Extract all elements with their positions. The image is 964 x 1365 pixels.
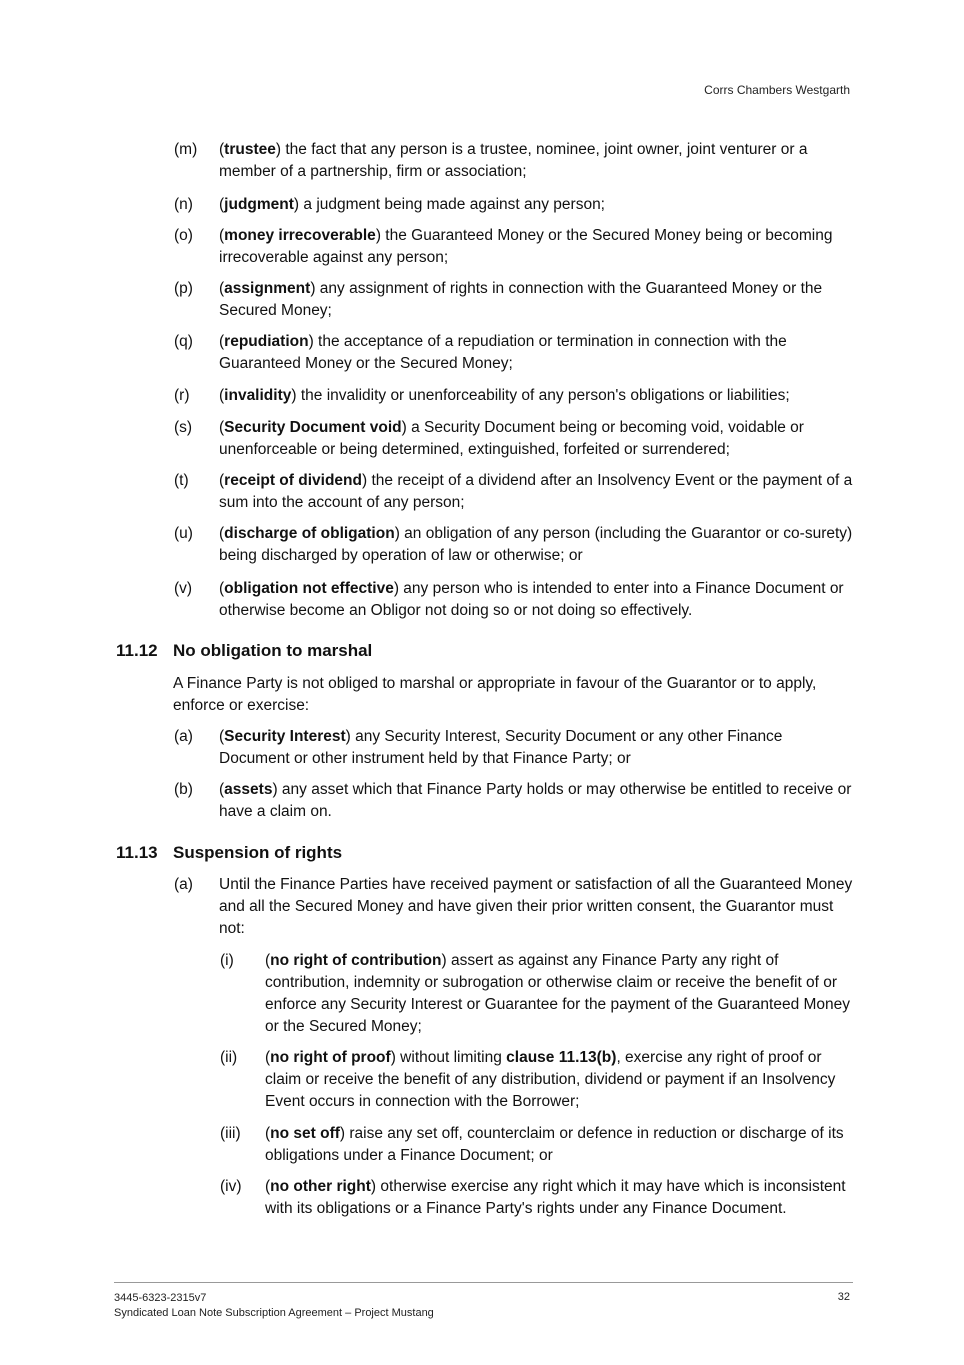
- item-term: assets: [224, 781, 273, 798]
- item-term: receipt of dividend: [224, 472, 362, 489]
- sub-list-item: (iii) (no set off) raise any set off, counterclaim or defence in reduction or discharge of its obligations under a Finance Document; or: [220, 1125, 844, 1164]
- item-term: no set off: [270, 1125, 340, 1142]
- item-text: the acceptance of a repudiation or termination in connection with the Guaranteed Money or the Secured Money;: [219, 333, 787, 372]
- section-number: 11.13: [116, 843, 158, 862]
- item-label: (q): [174, 333, 193, 350]
- footer-left: [114, 1291, 434, 1321]
- page-number: 32: [837, 1291, 850, 1303]
- item-label: (iv): [220, 1178, 242, 1195]
- doc-id: 3445-6323-2315v7: [114, 1292, 207, 1304]
- doc-title: Syndicated Loan Note Subscription Agreement – Project Mustang: [114, 1307, 434, 1319]
- item-text-pre: without limiting: [395, 1049, 507, 1066]
- item-term: no right of proof: [270, 1049, 391, 1066]
- item-text: a judgment being made against any person;: [299, 196, 605, 213]
- item-text: the fact that any person is a trustee, nominee, joint owner, joint venturer or a member of a partnership, firm or association;: [219, 141, 808, 180]
- item-text: the invalidity or unenforceability of any person's obligations or liabilities;: [296, 387, 790, 404]
- item-text: raise any set off, counterclaim or defence in reduction or discharge of its obligations under a Finance Document; or: [265, 1125, 844, 1164]
- item-label: (ii): [220, 1049, 238, 1066]
- list-item: (a) (Security Interest) any Security Interest, Security Document or any other Finance Document or other instrument held by that Finance Party; or: [174, 728, 783, 767]
- item-term: trustee: [224, 141, 276, 158]
- item-term: no other right: [270, 1178, 371, 1195]
- section-intro: A Finance Party is not obliged to marshal or appropriate in favour of the Guarantor or to apply, enforce or exercise:: [173, 675, 817, 714]
- item-text: the Guaranteed Money or the Secured Money being or becoming irrecoverable against any person;: [219, 227, 833, 266]
- section-heading-11-13: [116, 843, 342, 863]
- item-text: otherwise exercise any right which it may have which is inconsistent with its obligations or a Finance Party's rights under any Finance Document.: [265, 1178, 846, 1217]
- section-heading-11-12: [116, 641, 372, 661]
- item-label: (n): [174, 196, 193, 213]
- item-label: (m): [174, 141, 198, 158]
- item-text: , exercise any right of proof or claim or receive the benefit of any distribution, dividend or payment if an Insolvency Event occurs in connection with the Borrower;: [265, 1049, 836, 1110]
- item-label: (t): [174, 472, 189, 489]
- item-label: (v): [174, 580, 193, 597]
- section-title: Suspension of rights: [173, 843, 343, 862]
- item-term: repudiation: [224, 333, 309, 350]
- item-text: a Security Document being or becoming void, voidable or unenforceable or being determined, extinguished, forfeited or surrendered;: [219, 419, 804, 458]
- list-item: (b) (assets) any asset which that Finance Party holds or may otherwise be entitled to receive or have a claim on.: [174, 781, 852, 820]
- item-text: any asset which that Finance Party holds or may otherwise be entitled to receive or have a claim on.: [219, 781, 852, 820]
- list-item: (q) (repudiation) the acceptance of a repudiation or termination in connection with the Guaranteed Money or the Secured Money;: [174, 333, 787, 372]
- item-label: (i): [220, 952, 234, 969]
- item-label: (o): [174, 227, 193, 244]
- clause-reference: clause 11.13(b): [506, 1049, 617, 1066]
- list-item: (n) (judgment) a judgment being made against any person;: [174, 194, 854, 216]
- firm-header: Corrs Chambers Westgarth: [704, 83, 850, 97]
- item-term: obligation not effective: [224, 580, 394, 597]
- footer-divider: [114, 1282, 853, 1283]
- list-item: (u) (discharge of obligation) an obligation of any person (including the Guarantor or co-surety) being discharged by operation of law or otherwise; or: [174, 525, 853, 564]
- item-text: an obligation of any person (including the Guarantor or co-surety) being discharged by operation of law or otherwise; or: [219, 525, 853, 564]
- item-term: money irrecoverable: [224, 227, 376, 244]
- item-label: (iii): [220, 1125, 241, 1142]
- list-item: (p) (assignment) any assignment of rights in connection with the Guaranteed Money or the Secured Money;: [174, 280, 823, 319]
- list-item: (t) (receipt of dividend) the receipt of a dividend after an Insolvency Event or the payment of a sum into the account of any person;: [174, 472, 853, 511]
- sub-list-item: (ii) (no right of proof) without limiting clause 11.13(b), exercise any right of proof or claim or receive the benefit of any distribution, dividend or payment if an Insolvency Event occurs in connection with the Borrower;: [220, 1049, 836, 1110]
- item-text: the receipt of a dividend after an Insolvency Event or the payment of a sum into the account of any person;: [219, 472, 853, 511]
- item-label: (r): [174, 387, 190, 404]
- list-item: (o) (money irrecoverable) the Guaranteed Money or the Secured Money being or becoming irrecoverable against any person;: [174, 227, 833, 266]
- sub-list-item: (i) (no right of contribution) assert as against any Finance Party any right of contribution, indemnity or subrogation or otherwise claim or receive the benefit of or enforce any Security Interest or Guarantee for the payment of the Guaranteed Money or the Secured Money;: [220, 952, 851, 1035]
- item-term: Security Document void: [224, 419, 402, 436]
- item-text: any assignment of rights in connection with the Guaranteed Money or the Secured Money;: [219, 280, 823, 319]
- item-term: discharge of obligation: [224, 525, 395, 542]
- item-label: (p): [174, 280, 193, 297]
- item-term: assignment: [224, 280, 311, 297]
- list-item: (m) (trustee) the fact that any person is a trustee, nominee, joint owner, joint venturer or a member of a partnership, firm or association;: [174, 141, 808, 180]
- item-term: judgment: [224, 196, 294, 213]
- list-item: (v) (obligation not effective) any person who is intended to enter into a Finance Document or otherwise become an Obligor not doing so or not doing so effectively.: [174, 580, 844, 619]
- section-title: No obligation to marshal: [173, 641, 373, 660]
- list-item: [174, 874, 854, 940]
- item-label: (u): [174, 525, 193, 542]
- item-label: (a): [174, 876, 193, 893]
- list-item: (r) (invalidity) the invalidity or unenforceability of any person's obligations or liabilities;: [174, 385, 854, 407]
- item-label: (b): [174, 781, 193, 798]
- item-text: any Security Interest, Security Document or any other Finance Document or other instrument held by that Finance Party; or: [219, 728, 783, 767]
- item-label: (a): [174, 728, 193, 745]
- item-term: no right of contribution: [270, 952, 442, 969]
- item-text: Until the Finance Parties have received payment or satisfaction of all the Guaranteed Money and all the Secured Money and have given their prior written consent, the Guarantor must not:: [219, 876, 853, 937]
- item-text: assert as against any Finance Party any right of contribution, indemnity or subrogation or otherwise claim or receive the benefit of or enforce any Security Interest or Guarantee for the payment of the Guaranteed Money or the Secured Money;: [265, 952, 851, 1035]
- list-item: (s) (Security Document void) a Security Document being or becoming void, voidable or unenforceable or being determined, extinguished, forfeited or surrendered;: [174, 419, 804, 458]
- item-term: Security Interest: [224, 728, 346, 745]
- section-number: 11.12: [116, 641, 158, 660]
- sub-list-item: (iv) (no other right) otherwise exercise any right which it may have which is inconsistent with its obligations or a Finance Party's rights under any Finance Document.: [220, 1178, 846, 1217]
- item-text: any person who is intended to enter into a Finance Document or otherwise become an Obligor not doing so or not doing so effectively.: [219, 580, 844, 619]
- item-label: (s): [174, 419, 193, 436]
- item-term: invalidity: [224, 387, 292, 404]
